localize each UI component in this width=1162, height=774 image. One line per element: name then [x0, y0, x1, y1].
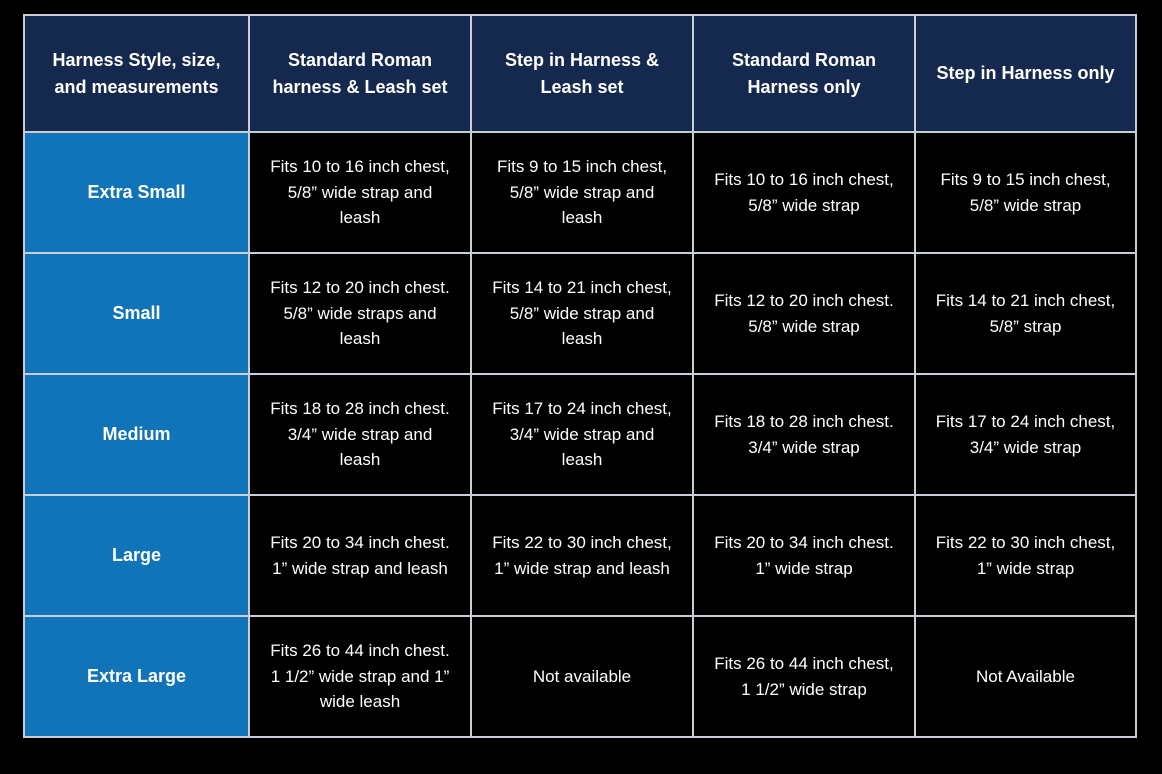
spec-cell: Fits 26 to 44 inch chest. 1 1/2” wide strap and 1” wide leash	[249, 616, 471, 737]
spec-cell: Fits 9 to 15 inch chest, 5/8” wide strap	[915, 132, 1136, 253]
column-header-style-size: Harness Style, size, and measurements	[24, 15, 249, 132]
size-label-large: Large	[24, 495, 249, 616]
size-label-medium: Medium	[24, 374, 249, 495]
spec-cell: Fits 18 to 28 inch chest. 3/4” wide strap and leash	[249, 374, 471, 495]
spec-cell: Fits 20 to 34 inch chest. 1” wide strap	[693, 495, 915, 616]
table-row-extra-large	[24, 616, 1136, 737]
table-row-large	[24, 495, 1136, 616]
size-label-extra-small: Extra Small	[24, 132, 249, 253]
column-header-step-in-set: Step in Harness & Leash set	[471, 15, 693, 132]
spec-cell: Fits 26 to 44 inch chest, 1 1/2” wide strap	[693, 616, 915, 737]
size-label-extra-large: Extra Large	[24, 616, 249, 737]
spec-cell: Fits 17 to 24 inch chest, 3/4” wide strap	[915, 374, 1136, 495]
spec-cell: Fits 22 to 30 inch chest, 1” wide strap	[915, 495, 1136, 616]
spec-cell: Not Available	[915, 616, 1136, 737]
spec-cell: Fits 22 to 30 inch chest, 1” wide strap and leash	[471, 495, 693, 616]
spec-cell: Fits 9 to 15 inch chest, 5/8” wide strap and leash	[471, 132, 693, 253]
column-header-standard-roman-set: Standard Roman harness & Leash set	[249, 15, 471, 132]
spec-cell: Fits 12 to 20 inch chest. 5/8” wide straps and leash	[249, 253, 471, 374]
table-row-medium	[24, 374, 1136, 495]
column-header-step-in-only: Step in Harness only	[915, 15, 1136, 132]
size-label-small: Small	[24, 253, 249, 374]
spec-cell: Fits 17 to 24 inch chest, 3/4” wide strap and leash	[471, 374, 693, 495]
spec-cell: Fits 12 to 20 inch chest. 5/8” wide strap	[693, 253, 915, 374]
spec-cell: Not available	[471, 616, 693, 737]
spec-cell: Fits 18 to 28 inch chest. 3/4” wide strap	[693, 374, 915, 495]
header-row	[24, 15, 1136, 132]
spec-cell: Fits 10 to 16 inch chest, 5/8” wide strap and leash	[249, 132, 471, 253]
column-header-standard-roman-only: Standard Roman Harness only	[693, 15, 915, 132]
spec-cell: Fits 10 to 16 inch chest, 5/8” wide strap	[693, 132, 915, 253]
spec-cell: Fits 14 to 21 inch chest, 5/8” wide strap and leash	[471, 253, 693, 374]
table-row-small	[24, 253, 1136, 374]
table-row-extra-small	[24, 132, 1136, 253]
harness-size-chart-table	[23, 14, 1137, 738]
spec-cell: Fits 20 to 34 inch chest. 1” wide strap and leash	[249, 495, 471, 616]
spec-cell: Fits 14 to 21 inch chest, 5/8” strap	[915, 253, 1136, 374]
